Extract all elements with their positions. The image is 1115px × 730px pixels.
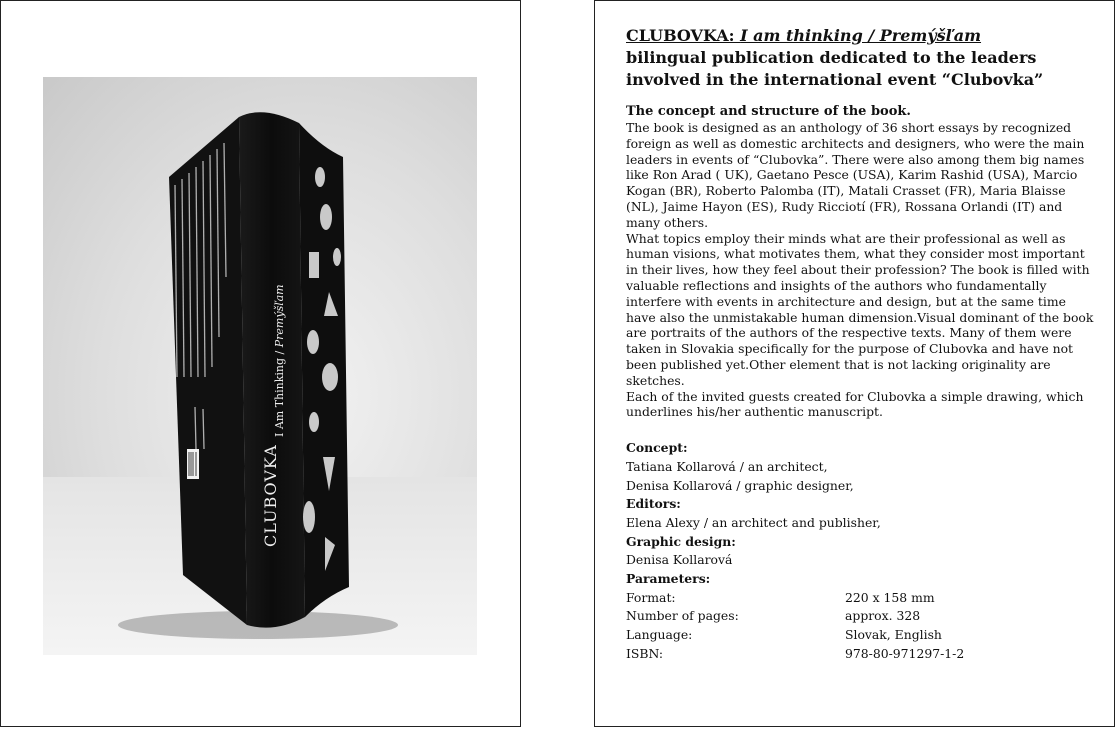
concept-line-2: Denisa Kollarová / graphic designer,	[626, 477, 854, 493]
credits	[626, 439, 1096, 663]
book-illustration	[43, 77, 477, 655]
editors-label: Editors:	[626, 496, 681, 512]
param-row-isbn	[626, 645, 1096, 664]
parameters-label: Parameters:	[626, 571, 711, 587]
graphic-design-label: Graphic design:	[626, 533, 736, 549]
param-key: Number of pages:	[626, 608, 739, 624]
concept-line-1: Tatiana Kollarová / an architect,	[626, 458, 828, 474]
param-value: 978-80-971297-1-2	[845, 645, 965, 661]
param-row-pages	[626, 607, 1096, 626]
title-line-1	[626, 25, 1096, 47]
left-page	[0, 0, 521, 727]
concept-label: Concept:	[626, 440, 688, 456]
param-key: ISBN:	[626, 645, 664, 661]
right-page	[594, 0, 1115, 727]
concept-heading: The concept and structure of the book.	[626, 104, 911, 119]
spine-subtitle: I Am Thinking / Premýšľam	[273, 284, 286, 437]
book-photo	[43, 77, 477, 655]
param-key: Format:	[626, 589, 676, 605]
editors-line-1: Elena Alexy / an architect and publisher,	[626, 514, 881, 530]
title-line-3: involved in the international event “Clubovka”	[626, 70, 1044, 89]
param-row-format	[626, 589, 1096, 608]
title-italic: I am thinking / Premýšľam	[740, 26, 982, 45]
paragraph-3: Each of the invited guests created for Clubovka a simple drawing, which underlines his/her authentic manuscript.	[626, 388, 1084, 420]
spine-title: CLUBOVKA	[261, 444, 280, 547]
book-spine	[239, 112, 305, 627]
param-key: Language:	[626, 627, 693, 643]
paragraph-2: What topics employ their minds what are their professional as well as human visions, what motivates them, what they consider most important in their lives, how they feel about their profession? The book is filled with valuable reflections and insights of the authors who fundamentally interfere with events in architecture and design, but at the same time have also the unmistakable human dimension.Visual dominant of the book are portraits of the authors of the respective texts. Many of them were taken in Slovakia specifically for the purpose of Clubovka and have not been published yet.Other element that is not lacking originality are sketches.	[626, 230, 1094, 388]
graphic-design-line-1: Denisa Kollarová	[626, 552, 733, 568]
param-value: approx. 328	[845, 608, 921, 624]
param-value: 220 x 158 mm	[845, 589, 935, 605]
title-line-2: bilingual publication dedicated to the leaders	[626, 48, 1037, 67]
page-text	[626, 25, 1096, 664]
param-row-language	[626, 626, 1096, 645]
title-brand: CLUBOVKA:	[626, 26, 741, 45]
param-value: Slovak, English	[845, 627, 942, 643]
paragraph-1: The book is designed as an anthology of 36 short essays by recognized foreign as well as domestic architects and designers, who were the main leaders in events of “Clubovka”. There were also among them big names like Ron Arad ( UK), Gaetano Pesce (USA), Karim Rashid (USA), Marcio Kogan (BR), Roberto Palomba (IT), Matali Crasset (FR), Maria Blaisse (NL), Jaime Hayon (ES), Rudy Ricciotí (FR), Rossana Orlandi (IT) and many others.	[626, 120, 1085, 230]
